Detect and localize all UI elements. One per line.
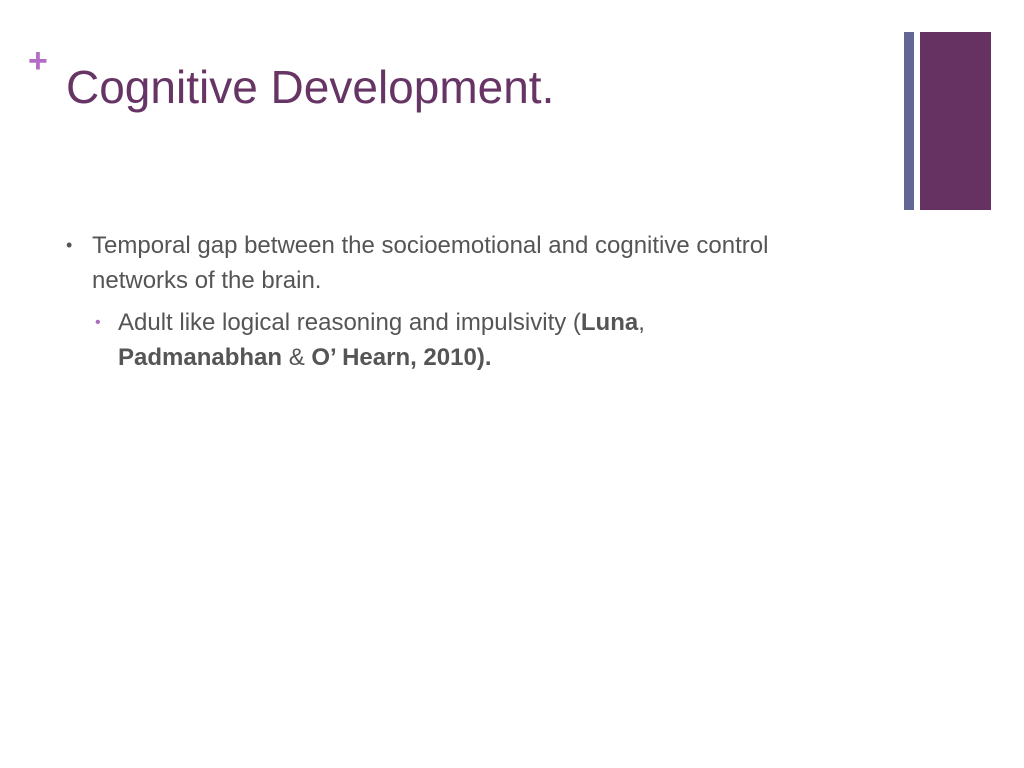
bullet-text: Temporal gap between the socioemotional and cognitive control networks of the brain. xyxy=(92,232,769,294)
citation-separator: , xyxy=(638,309,645,336)
sub-bullet-item xyxy=(0,305,860,375)
sub-bullet-text: Adult like logical reasoning and impulsivity ( xyxy=(118,309,581,336)
bullet-icon: • xyxy=(66,235,73,255)
decorative-bar-purple xyxy=(920,32,991,210)
citation-author-ohearn: O’ Hearn, 2010). xyxy=(311,344,492,371)
bullet-item xyxy=(0,228,860,298)
citation-author-luna: Luna xyxy=(580,309,639,336)
plus-icon: + xyxy=(28,42,48,80)
decorative-bar-blue xyxy=(904,32,914,210)
slide-title: Cognitive Development. xyxy=(66,61,555,113)
slide-body xyxy=(0,228,860,375)
citation-author-padmanabhan: Padmanabhan xyxy=(118,344,283,371)
citation-ampersand: & xyxy=(282,344,312,371)
sub-bullet-icon: • xyxy=(95,314,101,331)
